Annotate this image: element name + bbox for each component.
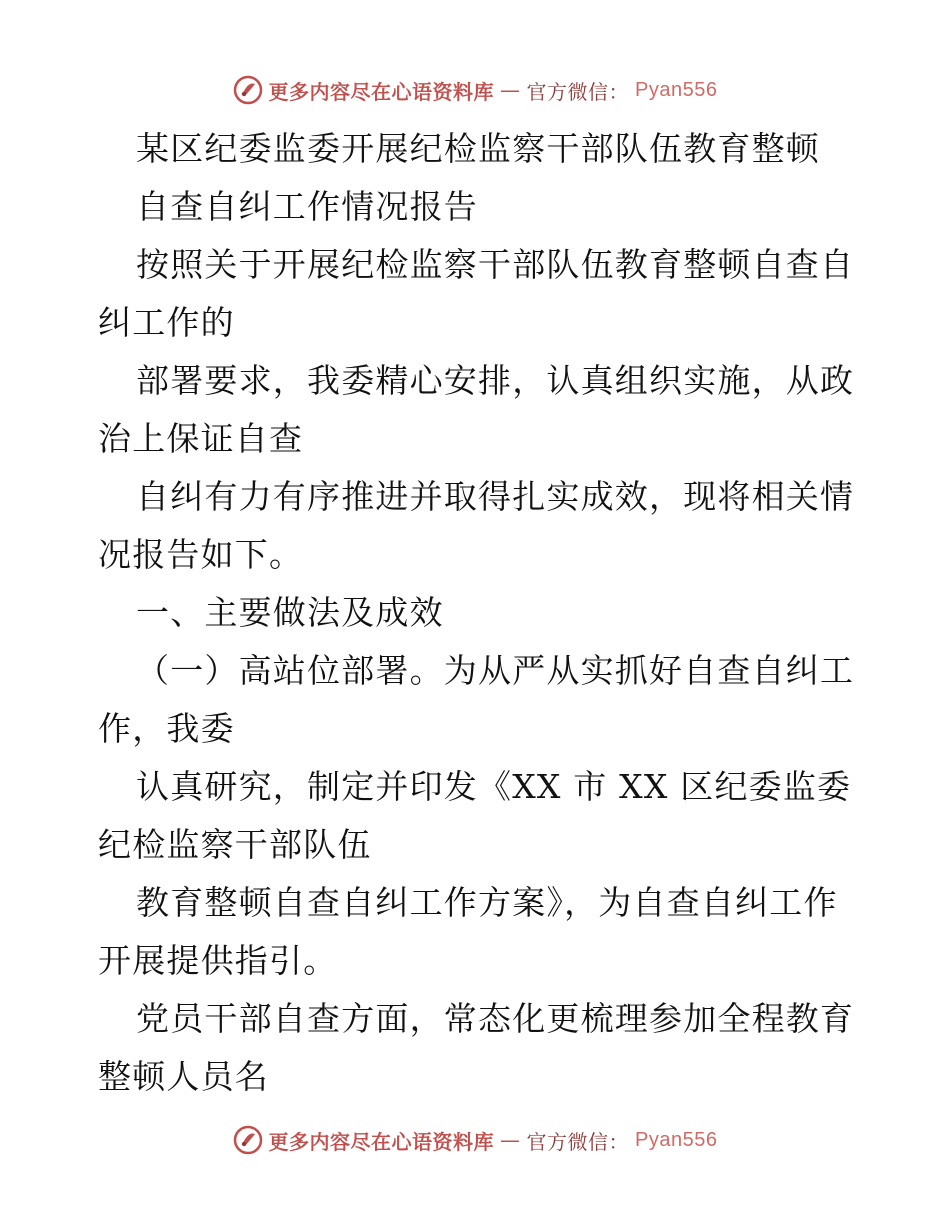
text-line: 党员干部自查方面，常态化更梳理参加全程教育 xyxy=(136,999,855,1038)
watermark-main-text: 更多内容尽在心语资料库 xyxy=(268,1129,495,1154)
watermark-main-text: 更多内容尽在心语资料库 xyxy=(268,79,495,104)
watermark-sub-text: 官方微信： xyxy=(526,79,630,104)
text-line: 开展提供指引。 xyxy=(98,941,338,980)
text-line: 纠工作的 xyxy=(98,303,235,342)
text-line: 某区纪委监委开展纪检监察干部队伍教育整顿 xyxy=(136,129,820,168)
watermark-id: Pyan556 xyxy=(635,1128,718,1151)
watermark-separator: — xyxy=(500,78,521,102)
text-line: 按照关于开展纪检监察干部队伍教育整顿自查自 xyxy=(136,245,855,284)
text-line: 自纠有力有序推进并取得扎实成效，现将相关情 xyxy=(136,477,855,516)
text-line: （一）高站位部署。为从严从实抓好自查自纠工 xyxy=(136,651,855,690)
text-line: 况报告如下。 xyxy=(98,535,304,574)
footer-watermark xyxy=(0,1122,950,1158)
text-line: 治上保证自查 xyxy=(98,419,304,458)
text-line: 认真研究，制定并印发《XX 市 XX 区纪委监委 xyxy=(136,767,852,806)
text-line: 作，我委 xyxy=(98,709,235,748)
text-line: 纪检监察干部队伍 xyxy=(98,825,372,864)
text-line: 整顿人员名 xyxy=(98,1057,269,1096)
document-body xyxy=(98,120,858,1106)
text-line: 教育整顿自查自纠工作方案》，为自查自纠工作 xyxy=(136,883,838,922)
brand-logo-icon xyxy=(233,75,263,105)
header-watermark xyxy=(0,72,950,108)
watermark-sub-text: 官方微信： xyxy=(526,1129,630,1154)
text-line: 自查自纠工作情况报告 xyxy=(136,187,478,226)
watermark-separator: — xyxy=(500,1128,521,1152)
watermark-id: Pyan556 xyxy=(635,78,718,101)
brand-logo-icon xyxy=(233,1125,263,1155)
text-line: 一、主要做法及成效 xyxy=(136,593,444,632)
text-line: 部署要求，我委精心安排，认真组织实施，从政 xyxy=(136,361,855,400)
